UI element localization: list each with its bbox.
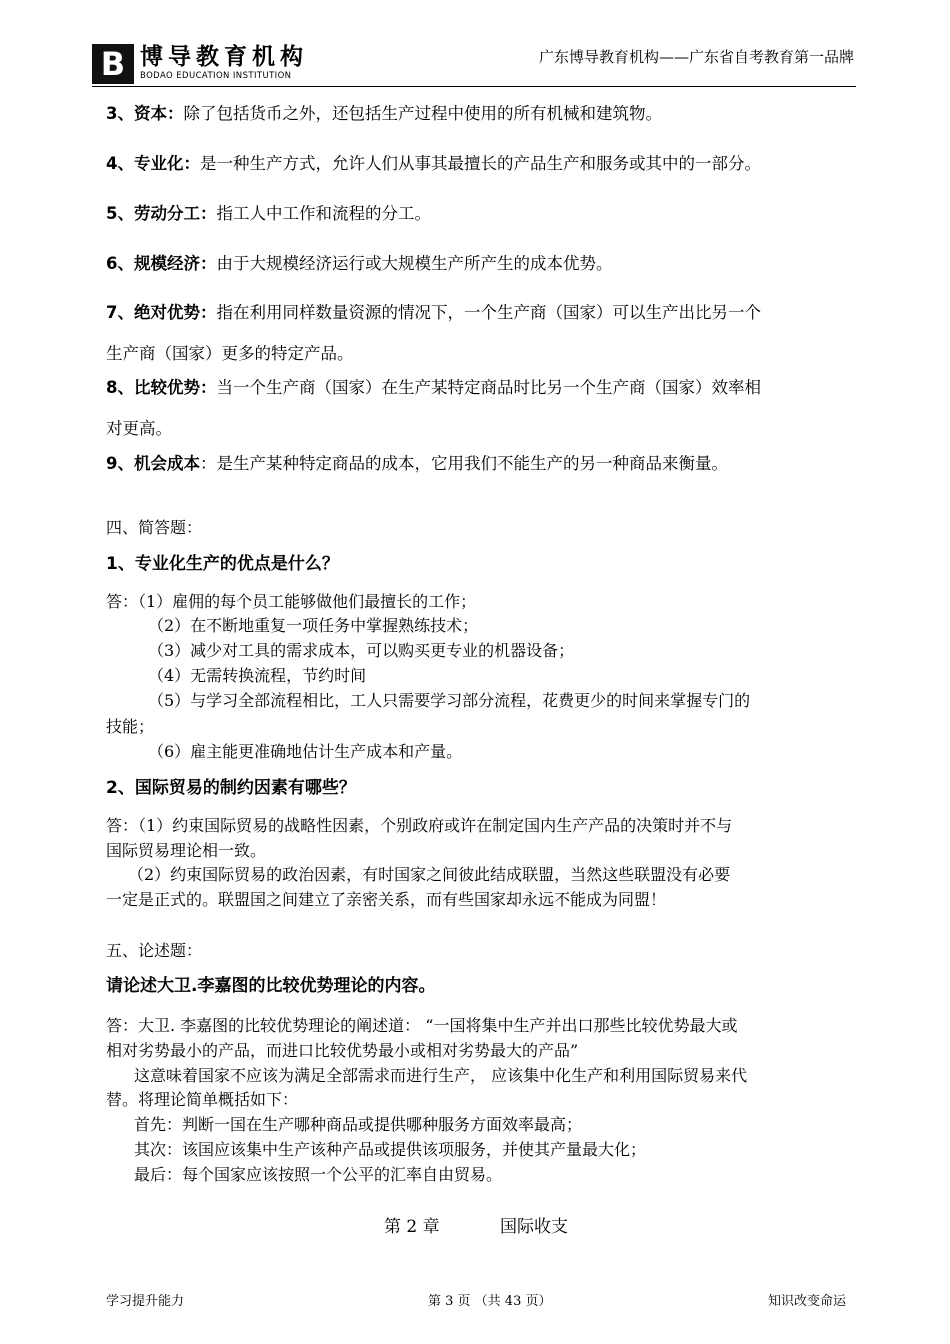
essay-answer-line: 替。将理论简单概括如下： — [106, 1090, 299, 1109]
answer-1-line: （5）与学习全部流程相比，工人只需要学习部分流程，花费更少的时间来掌握专门的 — [148, 691, 751, 710]
definition-absolute-advantage-cont: 生产商（国家）更多的特定产品。 — [106, 344, 354, 363]
question-1-heading: 1、专业化生产的优点是什么？ — [106, 554, 339, 574]
essay-answer-line: 相对劣势最小的产品，而进口比较优势最小或相对劣势最大的产品” — [106, 1041, 579, 1060]
page-number: 第 3 页 （共 43 页） — [428, 1294, 552, 1309]
header-divider — [92, 86, 856, 87]
chapter-number: 第 2 章 — [384, 1217, 440, 1237]
answer-1-line: （6）雇主能更准确地估计生产成本和产量。 — [148, 742, 463, 761]
essay-answer-line: 其次：该国应该集中生产该种产品或提供该项服务，并使其产量最大化； — [134, 1140, 647, 1159]
logo-mark-icon: B — [92, 44, 134, 84]
definition-comparative-advantage: 8、比较优势：当一个生产商（国家）在生产某特定商品时比另一个生产商（国家）效率相 — [106, 378, 761, 397]
answer-2-line: 一定是正式的。联盟国之间建立了亲密关系，而有些国家却永远不能成为同盟！ — [106, 890, 667, 909]
answer-1-line: （3）减少对工具的需求成本，可以购买更专业的机器设备； — [148, 641, 575, 660]
answer-1-line: （2）在不断地重复一项任务中掌握熟练技术； — [148, 616, 479, 635]
definition-absolute-advantage: 7、绝对优势：指在利用同样数量资源的情况下，一个生产商（国家）可以生产出比另一个 — [106, 303, 761, 322]
essay-answer-line: 这意味着国家不应该为满足全部需求而进行生产， 应该集中化生产和利用国际贸易来代 — [134, 1066, 748, 1085]
answer-1-line: 技能； — [106, 717, 155, 736]
definition-specialization: 4、专业化：是一种生产方式，允许人们从事其最擅长的产品生产和服务或其中的一部分。 — [106, 154, 761, 173]
footer-right: 知识改变命运 — [767, 1294, 846, 1309]
definition-division-of-labor: 5、劳动分工：指工人中工作和流程的分工。 — [106, 204, 431, 223]
essay-answer-line: 答：大卫. 李嘉图的比较优势理论的阐述道： “一国将集中生产并出口那些比较优势最大或 — [106, 1016, 738, 1035]
footer-left: 学习提升能力 — [106, 1294, 185, 1309]
section-short-answer-title: 四、简答题： — [106, 518, 203, 537]
answer-1-line: 答：（1）雇佣的每个员工能够做他们最擅长的工作； — [106, 592, 477, 611]
essay-answer-line: 首先：判断一国在生产哪种商品或提供哪种服务方面效率最高； — [134, 1115, 583, 1134]
answer-2-line: （2）约束国际贸易的政治因素，有时国家之间彼此结成联盟，当然这些联盟没有必要 — [128, 865, 731, 884]
answer-1-line: （4）无需转换流程，节约时间 — [148, 666, 367, 685]
essay-answer-line: 最后：每个国家应该按照一个公平的汇率自由贸易。 — [134, 1165, 503, 1184]
answer-2-line: 答：（1）约束国际贸易的战略性因素，个别政府或许在制定国内生产产品的决策时并不与 — [106, 816, 733, 835]
definition-economies-of-scale: 6、规模经济：由于大规模经济运行或大规模生产所产生的成本优势。 — [106, 254, 613, 273]
logo-chinese-name: 博导教育机构 — [140, 44, 308, 70]
question-2-heading: 2、国际贸易的制约因素有哪些？ — [106, 778, 356, 798]
definition-capital: 3、资本：除了包括货币之外，还包括生产过程中使用的所有机械和建筑物。 — [106, 104, 662, 123]
definition-comparative-advantage-cont: 对更高。 — [106, 419, 172, 438]
definition-opportunity-cost: 9、机会成本：是生产某种特定商品的成本，它用我们不能生产的另一种商品来衡量。 — [106, 454, 728, 473]
section-essay-title: 五、论述题： — [106, 941, 203, 960]
chapter-title: 国际收支 — [500, 1217, 568, 1237]
logo-english-name: BODAO EDUCATION INSTITUTION — [140, 71, 292, 81]
essay-question-heading: 请论述大卫.李嘉图的比较优势理论的内容。 — [106, 976, 436, 996]
answer-2-line: 国际贸易理论相一致。 — [106, 841, 267, 860]
header-slogan: 广东博导教育机构——广东省自考教育第一品牌 — [538, 48, 854, 66]
brand-logo — [92, 44, 316, 84]
